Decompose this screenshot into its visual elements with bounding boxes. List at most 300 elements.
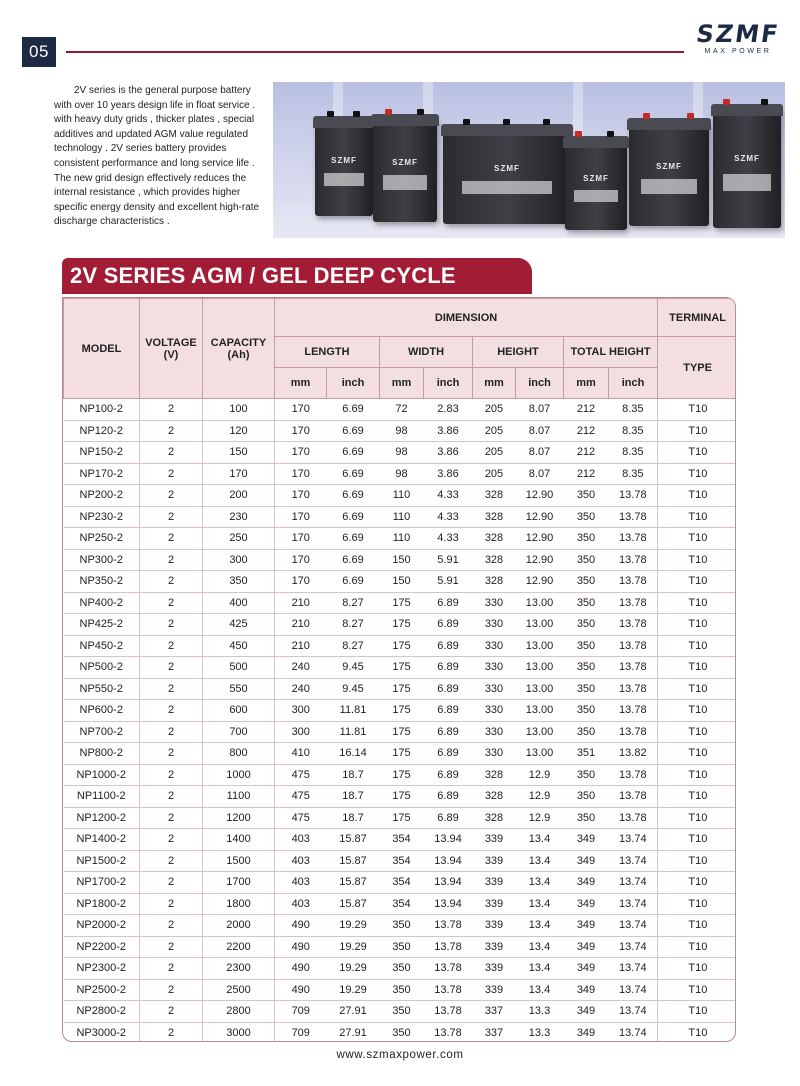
cell-height-mm: 339 [473, 936, 516, 958]
table-row [64, 1022, 737, 1042]
cell-length-inch: 9.45 [327, 678, 380, 700]
cell-total-height-inch: 13.78 [609, 506, 658, 528]
cell-height-mm: 328 [473, 571, 516, 593]
cell-capacity: 600 [203, 700, 275, 722]
cell-model: NP150-2 [64, 442, 140, 464]
spec-table-body [64, 399, 737, 1043]
cell-length-mm: 490 [275, 958, 327, 980]
cell-voltage: 2 [140, 1001, 203, 1023]
battery-image [565, 140, 627, 230]
cell-height-mm: 330 [473, 678, 516, 700]
cell-total-height-inch: 13.78 [609, 635, 658, 657]
table-row [64, 657, 737, 679]
cell-voltage: 2 [140, 485, 203, 507]
cell-width-inch: 3.86 [424, 442, 473, 464]
table-row [64, 1001, 737, 1023]
cell-length-inch: 15.87 [327, 872, 380, 894]
battery-image [629, 122, 709, 226]
cell-total-height-mm: 212 [564, 420, 609, 442]
cell-height-mm: 328 [473, 807, 516, 829]
cell-model: NP1800-2 [64, 893, 140, 915]
cell-height-mm: 330 [473, 635, 516, 657]
table-row [64, 936, 737, 958]
cell-voltage: 2 [140, 506, 203, 528]
cell-total-height-inch: 13.82 [609, 743, 658, 765]
header-length: LENGTH [275, 337, 380, 368]
cell-height-inch: 13.00 [516, 743, 564, 765]
cell-width-mm: 98 [380, 442, 424, 464]
cell-length-inch: 19.29 [327, 958, 380, 980]
cell-model: NP2200-2 [64, 936, 140, 958]
cell-length-mm: 475 [275, 807, 327, 829]
cell-length-mm: 403 [275, 893, 327, 915]
cell-height-inch: 8.07 [516, 420, 564, 442]
cell-length-inch: 11.81 [327, 721, 380, 743]
cell-voltage: 2 [140, 979, 203, 1001]
cell-height-mm: 330 [473, 614, 516, 636]
cell-voltage: 2 [140, 420, 203, 442]
cell-capacity: 2500 [203, 979, 275, 1001]
spec-table [62, 297, 736, 1042]
cell-length-mm: 709 [291, 1027, 310, 1039]
cell-width-inch: 6.89 [424, 614, 473, 636]
cell-model: NP1500-2 [64, 850, 140, 872]
cell-terminal-type: T10 [658, 635, 736, 657]
cell-total-height-mm: 351 [564, 743, 609, 765]
cell-height-inch: 13.00 [516, 678, 564, 700]
cell-total-height-mm: 349 [576, 1027, 596, 1039]
cell-total-height-inch: 13.74 [609, 936, 658, 958]
cell-length-mm: 240 [275, 678, 327, 700]
table-row [64, 506, 737, 528]
intro-text: 2V series is the general purpose battery with over 10 years design life in float service . with heavy duty grids , thicker plates , special additives and updated AGM value regulated technology . 2V series battery provides consistent performance and long service life . The new grid design effectively reduces the internal resistance , which provides higher specific energy density and excellent high-rate discharge characteristics . [54, 85, 260, 228]
cell-total-height-inch: 13.74 [609, 829, 658, 851]
cell-height-mm: 330 [473, 700, 516, 722]
cell-terminal-type: T10 [658, 442, 736, 464]
cell-model: NP1100-2 [64, 786, 140, 808]
cell-total-height-mm: 212 [564, 442, 609, 464]
cell-length-inch: 11.81 [327, 700, 380, 722]
header-capacity: CAPACITY (Ah) [203, 299, 275, 399]
cell-length-inch: 8.27 [327, 614, 380, 636]
cell-width-mm: 150 [380, 549, 424, 571]
cell-capacity: 3000 [203, 1022, 275, 1042]
cell-length-mm: 300 [275, 700, 327, 722]
cell-model: NP1400-2 [64, 829, 140, 851]
cell-length-mm: 170 [275, 442, 327, 464]
battery-image [443, 128, 571, 224]
cell-height-inch: 13.00 [516, 657, 564, 679]
cell-height-inch: 8.07 [516, 442, 564, 464]
cell-total-height-inch: 13.74 [609, 958, 658, 980]
battery-brand: SZMF [494, 164, 520, 174]
table-row [64, 635, 737, 657]
cell-width-mm: 175 [380, 786, 424, 808]
header-unit-mm: mm [564, 368, 609, 399]
cell-total-height-mm: 350 [564, 571, 609, 593]
cell-total-height-inch: 13.78 [609, 571, 658, 593]
cell-total-height-mm: 349 [564, 915, 609, 937]
cell-terminal-type: T10 [658, 678, 736, 700]
cell-width-inch: 13.94 [424, 872, 473, 894]
cell-total-height-inch: 8.35 [609, 442, 658, 464]
cell-length-mm: 475 [275, 764, 327, 786]
cell-model: NP1700-2 [64, 872, 140, 894]
header-dimension: DIMENSION [275, 299, 658, 337]
cell-length-inch: 16.14 [327, 743, 380, 765]
cell-total-height-inch: 13.78 [609, 614, 658, 636]
cell-width-inch: 6.89 [424, 635, 473, 657]
table-row [64, 807, 737, 829]
cell-model: NP2000-2 [64, 915, 140, 937]
cell-height-mm: 328 [473, 506, 516, 528]
cell-width-inch: 6.89 [424, 721, 473, 743]
cell-model: NP425-2 [64, 614, 140, 636]
cell-model: NP2800-2 [64, 1001, 140, 1023]
cell-terminal-type: T10 [658, 463, 736, 485]
cell-width-mm: 350 [392, 1027, 411, 1039]
table-row [64, 592, 737, 614]
cell-height-inch: 12.90 [516, 549, 564, 571]
cell-terminal-type: T10 [658, 979, 736, 1001]
intro-paragraph [54, 84, 260, 230]
cell-voltage: 2 [140, 850, 203, 872]
cell-capacity: 1100 [203, 786, 275, 808]
cell-height-inch: 13.4 [516, 850, 564, 872]
cell-terminal-type: T10 [658, 807, 736, 829]
table-row [64, 915, 737, 937]
logo-tagline: MAX POWER [704, 48, 772, 55]
cell-width-inch: 13.94 [424, 893, 473, 915]
battery-brand: SZMF [734, 153, 760, 163]
cell-model: NP1200-2 [64, 807, 140, 829]
cell-total-height-inch: 13.74 [609, 915, 658, 937]
cell-width-inch: 13.94 [424, 829, 473, 851]
cell-width-mm: 175 [380, 614, 424, 636]
header-terminal: TERMINAL [658, 299, 736, 337]
cell-capacity: 1400 [203, 829, 275, 851]
cell-total-height-mm: 349 [564, 936, 609, 958]
cell-capacity: 2300 [203, 958, 275, 980]
cell-terminal-type: T10 [658, 485, 736, 507]
cell-voltage: 2 [140, 807, 203, 829]
cell-voltage: 2 [140, 614, 203, 636]
cell-height-mm: 330 [473, 743, 516, 765]
cell-total-height-inch: 13.74 [609, 850, 658, 872]
cell-total-height-inch: 13.74 [609, 1022, 658, 1042]
cell-terminal-type: T10 [658, 786, 736, 808]
cell-capacity: 425 [203, 614, 275, 636]
cell-total-height-mm: 350 [564, 807, 609, 829]
cell-terminal-type: T10 [658, 614, 736, 636]
cell-total-height-inch: 13.78 [609, 657, 658, 679]
cell-length-mm: 300 [275, 721, 327, 743]
table-row [64, 485, 737, 507]
cell-width-mm: 354 [380, 872, 424, 894]
cell-height-inch: 13.4 [516, 872, 564, 894]
cell-total-height-mm: 212 [564, 399, 609, 421]
cell-width-mm: 350 [380, 958, 424, 980]
cell-total-height-mm: 350 [564, 528, 609, 550]
cell-height-inch: 12.9 [516, 786, 564, 808]
battery-image [373, 118, 437, 222]
cell-total-height-mm: 350 [564, 549, 609, 571]
cell-length-mm: 475 [275, 786, 327, 808]
cell-height-inch: 13.4 [516, 829, 564, 851]
cell-total-height-inch: 13.78 [609, 485, 658, 507]
table-row [64, 463, 737, 485]
cell-terminal-type: T10 [658, 936, 736, 958]
cell-width-mm: 350 [380, 915, 424, 937]
table-row [64, 614, 737, 636]
cell-height-mm: 330 [473, 721, 516, 743]
table-row [64, 893, 737, 915]
cell-height-mm: 339 [473, 979, 516, 1001]
cell-height-inch: 13.3 [516, 1001, 564, 1023]
cell-capacity: 2000 [203, 915, 275, 937]
header-unit-mm: mm [275, 368, 327, 399]
cell-voltage: 2 [140, 635, 203, 657]
table-row [64, 399, 737, 421]
footer-url: www.szmaxpower.com [336, 1049, 464, 1061]
cell-width-inch: 13.78 [424, 936, 473, 958]
cell-length-inch: 8.27 [327, 592, 380, 614]
cell-total-height-mm: 349 [564, 829, 609, 851]
cell-model: NP800-2 [64, 743, 140, 765]
cell-capacity: 1500 [203, 850, 275, 872]
cell-model: NP100-2 [64, 399, 140, 421]
cell-total-height-inch: 8.35 [609, 420, 658, 442]
cell-model: NP200-2 [64, 485, 140, 507]
cell-height-inch: 12.90 [516, 506, 564, 528]
cell-voltage: 2 [140, 549, 203, 571]
cell-model: NP400-2 [64, 592, 140, 614]
cell-total-height-inch: 13.78 [609, 678, 658, 700]
cell-terminal-type: T10 [658, 657, 736, 679]
cell-length-mm: 403 [275, 850, 327, 872]
cell-capacity: 200 [203, 485, 275, 507]
cell-total-height-mm: 349 [564, 1001, 609, 1023]
cell-terminal-type: T10 [658, 872, 736, 894]
cell-width-inch: 6.89 [424, 764, 473, 786]
cell-terminal-type: T10 [658, 721, 736, 743]
product-photo [273, 82, 785, 238]
cell-total-height-inch: 13.78 [609, 764, 658, 786]
cell-model: NP2300-2 [64, 958, 140, 980]
cell-terminal-type: T10 [658, 1001, 736, 1023]
cell-width-mm: 175 [380, 700, 424, 722]
cell-capacity: 1800 [203, 893, 275, 915]
cell-length-inch: 19.29 [327, 936, 380, 958]
cell-width-mm: 175 [380, 743, 424, 765]
cell-width-inch: 6.89 [424, 786, 473, 808]
cell-length-mm: 490 [275, 979, 327, 1001]
cell-width-inch: 6.89 [424, 700, 473, 722]
cell-length-inch: 6.69 [327, 442, 380, 464]
cell-terminal-type: T10 [658, 829, 736, 851]
cell-length-mm: 490 [275, 915, 327, 937]
cell-width-inch: 3.86 [424, 463, 473, 485]
cell-terminal-type: T10 [658, 850, 736, 872]
table-row [64, 571, 737, 593]
cell-width-inch: 6.89 [424, 592, 473, 614]
cell-height-mm: 330 [473, 592, 516, 614]
cell-height-mm: 339 [473, 872, 516, 894]
table-row [64, 850, 737, 872]
cell-height-mm: 337 [484, 1027, 504, 1039]
cell-height-inch: 12.9 [516, 807, 564, 829]
cell-length-mm: 170 [275, 571, 327, 593]
cell-length-inch: 18.7 [327, 807, 380, 829]
header-unit-inch: inch [327, 368, 380, 399]
cell-total-height-mm: 350 [564, 721, 609, 743]
cell-terminal-type: T10 [658, 399, 736, 421]
cell-terminal-type: T10 [658, 420, 736, 442]
page-number: 05 [22, 37, 56, 67]
cell-length-mm: 170 [275, 485, 327, 507]
cell-terminal-type: T10 [658, 592, 736, 614]
cell-height-inch: 13.00 [516, 592, 564, 614]
table-row [64, 442, 737, 464]
cell-height-mm: 337 [473, 1001, 516, 1023]
cell-length-inch: 15.87 [327, 893, 380, 915]
cell-width-inch: 13.78 [424, 958, 473, 980]
cell-voltage: 2 [140, 678, 203, 700]
battery-brand: SZMF [583, 174, 609, 184]
cell-length-inch: 27.91 [327, 1001, 380, 1023]
cell-height-inch: 8.07 [516, 399, 564, 421]
cell-height-inch: 13.00 [516, 700, 564, 722]
cell-terminal-type: T10 [658, 958, 736, 980]
cell-width-inch: 5.91 [424, 571, 473, 593]
cell-terminal-type: T10 [658, 549, 736, 571]
cell-height-inch: 13.00 [516, 614, 564, 636]
cell-terminal-type: T10 [658, 700, 736, 722]
cell-total-height-inch: 13.74 [609, 893, 658, 915]
cell-capacity: 1200 [203, 807, 275, 829]
cell-width-inch: 13.78 [424, 1001, 473, 1023]
cell-total-height-mm: 349 [564, 872, 609, 894]
cell-terminal-type: T10 [658, 743, 736, 765]
cell-height-inch: 13.00 [516, 635, 564, 657]
cell-total-height-mm: 350 [564, 635, 609, 657]
table-row [64, 786, 737, 808]
cell-height-mm: 205 [473, 399, 516, 421]
cell-voltage: 2 [140, 915, 203, 937]
cell-height-inch: 13.4 [516, 979, 564, 1001]
cell-length-mm: 410 [275, 743, 327, 765]
cell-height-mm: 205 [473, 442, 516, 464]
cell-length-mm: 170 [275, 463, 327, 485]
cell-length-inch: 18.7 [327, 786, 380, 808]
cell-capacity: 120 [203, 420, 275, 442]
cell-capacity: 250 [203, 528, 275, 550]
cell-width-inch: 6.89 [424, 678, 473, 700]
battery-brand: SZMF [656, 161, 682, 171]
cell-height-inch: 13.00 [516, 721, 564, 743]
cell-width-mm: 110 [380, 528, 424, 550]
cell-total-height-inch: 8.35 [609, 463, 658, 485]
table-row [64, 678, 737, 700]
cell-total-height-mm: 350 [564, 678, 609, 700]
cell-height-mm: 339 [473, 829, 516, 851]
cell-width-mm: 175 [380, 764, 424, 786]
cell-model: NP300-2 [64, 549, 140, 571]
cell-total-height-mm: 212 [564, 463, 609, 485]
cell-total-height-mm: 349 [564, 979, 609, 1001]
cell-width-inch: 5.91 [424, 549, 473, 571]
cell-width-inch: 13.78 [434, 1027, 462, 1039]
cell-length-inch: 27.91 [339, 1027, 367, 1039]
cell-voltage: 2 [140, 657, 203, 679]
cell-height-mm: 328 [473, 764, 516, 786]
header-rule [66, 51, 684, 53]
cell-total-height-mm: 350 [564, 592, 609, 614]
cell-length-inch: 6.69 [327, 571, 380, 593]
cell-width-mm: 175 [380, 635, 424, 657]
cell-width-inch: 6.89 [424, 807, 473, 829]
cell-height-mm: 339 [473, 893, 516, 915]
cell-height-mm: 339 [473, 958, 516, 980]
cell-capacity: 300 [203, 549, 275, 571]
cell-voltage: 2 [140, 571, 203, 593]
cell-total-height-mm: 349 [564, 850, 609, 872]
header-type: TYPE [658, 337, 736, 399]
cell-length-mm: 210 [275, 592, 327, 614]
cell-total-height-inch: 13.78 [609, 592, 658, 614]
table-row [64, 764, 737, 786]
cell-model: NP170-2 [64, 463, 140, 485]
header-height: HEIGHT [473, 337, 564, 368]
cell-capacity: 800 [203, 743, 275, 765]
header-unit-inch: inch [424, 368, 473, 399]
cell-model: NP350-2 [64, 571, 140, 593]
cell-voltage: 2 [140, 936, 203, 958]
battery-brand: SZMF [392, 157, 418, 167]
cell-voltage: 2 [140, 743, 203, 765]
cell-total-height-inch: 13.74 [609, 1001, 658, 1023]
cell-width-inch: 13.78 [424, 979, 473, 1001]
cell-width-mm: 175 [380, 592, 424, 614]
cell-width-mm: 98 [380, 463, 424, 485]
cell-width-mm: 175 [380, 807, 424, 829]
cell-terminal-type: T10 [688, 1027, 708, 1039]
cell-voltage: 2 [140, 442, 203, 464]
cell-model: NP700-2 [64, 721, 140, 743]
cell-length-mm: 709 [275, 1001, 327, 1023]
cell-total-height-mm: 350 [564, 764, 609, 786]
cell-width-mm: 354 [380, 829, 424, 851]
header-unit-inch: inch [516, 368, 564, 399]
battery-brand: SZMF [331, 156, 357, 166]
header-model: MODEL [64, 299, 140, 399]
cell-length-mm: 490 [275, 936, 327, 958]
cell-model: NP250-2 [64, 528, 140, 550]
cell-width-mm: 350 [380, 1001, 424, 1023]
cell-length-inch: 6.69 [327, 485, 380, 507]
cell-width-mm: 350 [380, 936, 424, 958]
cell-total-height-inch: 13.78 [609, 807, 658, 829]
header-width: WIDTH [380, 337, 473, 368]
header-unit-mm: mm [473, 368, 516, 399]
cell-length-inch: 6.69 [327, 528, 380, 550]
cell-total-height-mm: 350 [564, 485, 609, 507]
cell-height-mm: 205 [473, 420, 516, 442]
cell-length-inch: 6.69 [327, 420, 380, 442]
cell-model: NP3000-2 [64, 1022, 140, 1042]
cell-total-height-mm: 350 [564, 700, 609, 722]
logo-mark: SZMF [694, 20, 782, 48]
